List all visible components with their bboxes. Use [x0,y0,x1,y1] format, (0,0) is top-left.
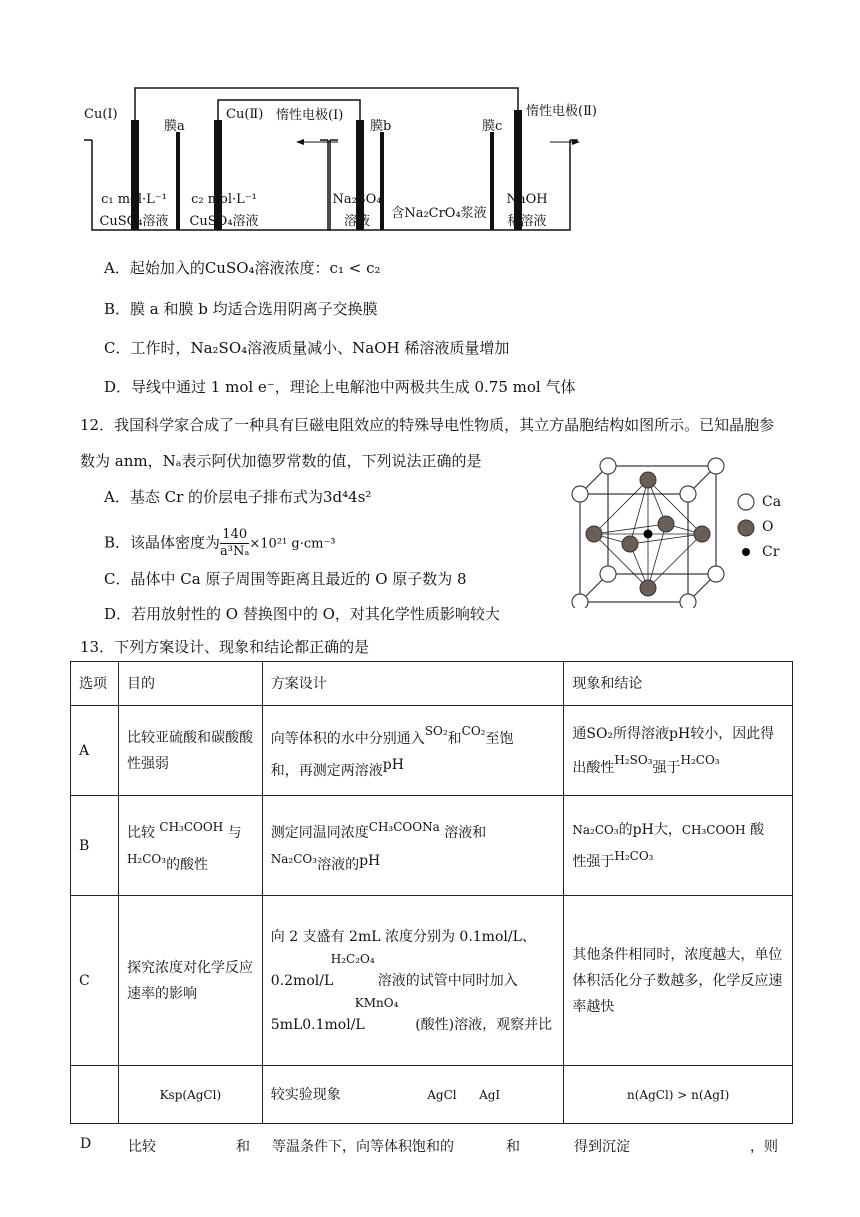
q12-option-a: A．基态 Cr 的价层电子排布式为3d⁴4s² [104,488,372,506]
row-d-design: 较实验现象 AgCl AgI [262,1066,564,1124]
q12-option-b-prefix: B．该晶体密度为 [104,533,221,552]
legend-o: O [762,519,774,535]
q12-option-c: C．晶体中 Ca 原子周围等距离且最近的 O 原子数为 8 [104,570,467,588]
table-row-d [71,1066,793,1124]
label-solution-1-conc: c₁ mol·L⁻¹ [101,192,167,207]
q12-option-b [104,527,336,560]
legend-cr: Cr [762,544,780,560]
row-c-purpose: 探究浓度对化学反应速率的影响 [118,896,262,1066]
label-inert-electrode-2: 惰性电极(Ⅱ) [526,104,597,119]
header-option: 选项 [71,662,119,706]
q11-option-c: C．工作时，Na₂SO₄溶液质量减小、NaOH 稀溶液质量增加 [104,339,510,357]
row-a-result: 通SO₂所得溶液pH较小，因此得 出酸性H₂SO₃强于H₂CO₃ [564,706,793,796]
label-membrane-c: 膜c [482,119,503,134]
row-d-option: D [80,1136,92,1152]
row-d-purpose-2: 和 [236,1139,250,1155]
row-c-design: 向 2 支盛有 2mL 浓度分别为 0.1mol/L、 H₂C₂O₄ 0.2mol/L 溶液的试管中同时加入 KMnO₄ 5mL0.1mol/L (酸性)溶液，观察并比 [262,896,564,1066]
legend-ca: Ca [762,494,782,510]
row-d-design-1: 等温条件下，向等体积饱和的 [272,1139,454,1155]
row-d-option-cell [71,1066,119,1124]
row-a-design: 向等体积的水中分别通入SO₂和CO₂至饱 和，再测定两溶液pH [262,706,564,796]
row-d-result-2: ，则 [750,1139,778,1155]
row-a-purpose: 比较亚硫酸和碳酸酸性强弱 [118,706,262,796]
label-cu2: Cu(Ⅱ) [226,107,264,122]
q11-option-b: B．膜 a 和膜 b 均适合选用阴离子交换膜 [104,300,378,318]
header-purpose: 目的 [118,662,262,706]
density-denominator: a³Nₐ [220,544,250,559]
q12-option-b-suffix: ×10²¹ g·cm⁻³ [249,536,336,552]
label-membrane-a: 膜a [164,119,185,134]
q11-option-d: D．导线中通过 1 mol e⁻，理论上电解池中两极共生成 0.75 mol 气体 [104,378,576,396]
row-b-result: Na₂CO₃的pH大，CH₃COOH 酸 性强于H₂CO₃ [564,796,793,896]
q12-stem-line2: 数为 anm，Nₐ表示阿伏加德罗常数的值，下列说法正确的是 [80,452,482,470]
label-solution-3-a: Na₂SO₄ [332,192,382,207]
table-row-b [71,796,793,896]
header-result: 现象和结论 [564,662,793,706]
row-d-result-1: 得到沉淀 [574,1139,630,1155]
row-d-purpose-1: 比较 [128,1139,156,1155]
row-b-design: 测定同温同浓度CH₃COONa 溶液和 Na₂CO₃溶液的pH [262,796,564,896]
row-b-purpose: 比较 CH₃COOH 与 H₂CO₃的酸性 [118,796,262,896]
q12-stem-line1: 12．我国科学家合成了一种具有巨磁电阻效应的特殊导电性物质，其立方晶胞结构如图所示。已知晶胞参 [80,416,775,434]
row-b-option: B [71,796,119,896]
table-row-c [71,896,793,1066]
header-design: 方案设计 [262,662,564,706]
label-solution-2-name: CuSO₄溶液 [189,214,259,229]
row-a-option: A [71,706,119,796]
table-header-row [71,662,793,706]
label-inert-electrode-1: 惰性电极(Ⅰ) [276,108,344,123]
label-solution-1-name: CuSO₄溶液 [99,214,169,229]
label-cu1: Cu(Ⅰ) [84,107,118,122]
row-c-result: 其他条件相同时，浓度越大，单位体积活化分子数越多，化学反应速率越快 [564,896,793,1066]
row-d-ksp: Ksp(AgCl) [118,1066,262,1124]
q13-stem: 13．下列方案设计、现象和结论都正确的是 [80,638,370,656]
label-solution-2-conc: c₂ mol·L⁻¹ [191,192,257,207]
table-row-a [71,706,793,796]
label-solution-5-b: 稀溶液 [507,214,547,229]
q13-options-table [70,661,793,1124]
row-d-result: n(AgCl) > n(AgI) [564,1066,793,1124]
label-solution-4: 含Na₂CrO₄浆液 [391,206,487,221]
label-solution-5-a: NaOH [506,192,548,207]
q12-option-d: D．若用放射性的 O 替换图中的 O，对其化学性质影响较大 [104,605,500,623]
row-d-design-2: 和 [506,1139,520,1155]
label-membrane-b: 膜b [370,119,392,134]
label-solution-3-b: 溶液 [343,214,370,229]
row-c-option: C [71,896,119,1066]
density-numerator: 140 [220,527,249,544]
q11-option-a: A．起始加入的CuSO₄溶液浓度：c₁ < c₂ [104,259,381,277]
